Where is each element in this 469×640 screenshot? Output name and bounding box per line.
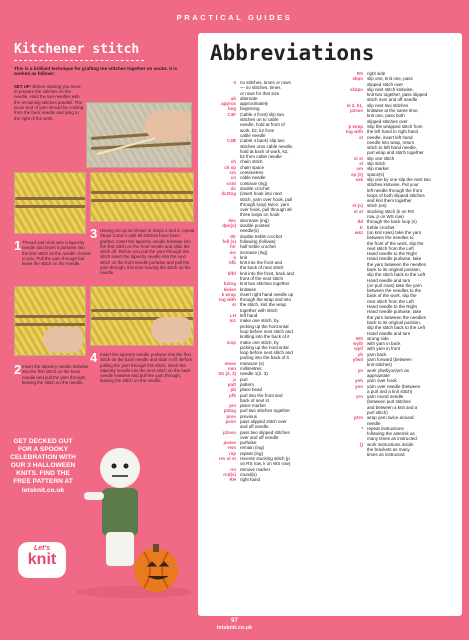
abbreviation-term: RS bbox=[356, 71, 363, 76]
abbreviation-definition: the brackets as many bbox=[367, 447, 410, 453]
abbreviation-definition: stitches knitwise. Put your bbox=[367, 182, 419, 188]
abbreviation-term: cont bbox=[226, 180, 236, 186]
abbreviation-definition: wrap yarn twice around bbox=[367, 415, 414, 421]
abbreviation-definition: no stitches, times or rows bbox=[240, 80, 291, 85]
setup-label: SET UP: bbox=[14, 83, 32, 89]
abbreviation-term: st (s) bbox=[352, 203, 363, 209]
abbreviation-definition: knit into the front, back and bbox=[240, 270, 295, 276]
abbreviation-definition: increase (ing) bbox=[240, 249, 268, 255]
abbreviation-term: dtr bbox=[230, 233, 236, 239]
abbreviation-term: 0 bbox=[233, 80, 236, 85]
abbreviation-definition: knit stitches) bbox=[367, 362, 393, 368]
abbreviation-definition: slip one by one slip the next two bbox=[367, 176, 431, 182]
abbreviation-term: tr bbox=[359, 224, 363, 230]
abbreviation-definition: the back of next stitch bbox=[240, 265, 284, 271]
abbreviation-term: yrn bbox=[355, 394, 363, 400]
toy-body bbox=[102, 488, 138, 536]
abbreviation-definition: on RS row, k on WS row) bbox=[240, 461, 291, 467]
abbreviation-term: approx bbox=[220, 101, 236, 107]
abbreviation-definition: or rows for that size bbox=[240, 90, 280, 96]
abbreviation-term: beg bbox=[227, 106, 236, 112]
abbreviation-definition: appropriate bbox=[367, 372, 390, 378]
abbreviation-definition: slip the stitch back to the Left bbox=[367, 325, 426, 331]
abbreviation-definition: stitches on to cable bbox=[240, 117, 279, 123]
abbreviations-panel bbox=[198, 33, 462, 616]
abbreviation-definition: knit two together, pass slipped bbox=[367, 92, 428, 98]
step-4-text: Insert the tapestry needle purlwise into the first stitch on the back needle and slide it off. Before pulling the yarn through this stitch, insert the tapestry needle into the next stitch on the back needle knitwise and pull the yarn through, leaving the stitch on the needle. bbox=[100, 352, 193, 384]
abbreviation-definition: place bead bbox=[240, 387, 263, 393]
abbreviation-term: pfb bbox=[229, 392, 236, 398]
abbreviation-definition: times as instructed bbox=[367, 452, 405, 458]
abbreviation-definition: stitch, yarn over hook, pull bbox=[240, 196, 293, 202]
abbreviation-term: yo bbox=[357, 367, 363, 373]
abbreviation-definition: (between purl stitches bbox=[367, 399, 411, 405]
abbreviation-definition: back to its original position, bbox=[367, 266, 422, 272]
footer-url: letsknit.co.uk bbox=[216, 625, 253, 631]
abbreviation-definition: double pointed bbox=[240, 223, 270, 229]
abbreviation-definition: half treble crochet bbox=[240, 244, 276, 250]
abbreviation-term: meas bbox=[224, 360, 236, 366]
abbreviation-term: sl 2, k1, bbox=[346, 102, 363, 108]
abbreviation-definition: alternate bbox=[240, 95, 258, 101]
abbreviation-definition: Hand needle purlwise, take bbox=[367, 309, 422, 315]
abbreviation-term: tbl bbox=[357, 219, 363, 225]
abbreviation-definition: pattern bbox=[240, 381, 255, 387]
abbreviation-definition: round(s) bbox=[240, 471, 257, 477]
abbreviation-definition: double treble crochet bbox=[240, 233, 283, 239]
abbreviation-definition: stitches onto cable needle, bbox=[240, 143, 294, 149]
page-header bbox=[0, 0, 469, 30]
abbreviation-definition: millimetres bbox=[240, 366, 262, 372]
abbreviation-term: kfbf bbox=[227, 270, 236, 276]
abbreviation-definition: knitting into the back of it bbox=[240, 334, 290, 340]
abbreviation-definition: knitwise at the same time, bbox=[367, 108, 419, 114]
abbreviation-definition: many times as instructed bbox=[367, 436, 417, 442]
abbreviation-definition: the left hand to right hand bbox=[367, 129, 419, 135]
abbreviation-term: cn bbox=[230, 175, 236, 181]
abbreviation-term: prev bbox=[226, 413, 236, 419]
abbreviations-title: Abbreviations bbox=[210, 41, 375, 65]
abbreviation-definition: with yarn in back bbox=[367, 341, 401, 347]
abbreviation-definition: place marker bbox=[240, 403, 267, 409]
abbreviation-definition: previous bbox=[240, 413, 258, 419]
abbreviation-definition: slipped stitches over bbox=[367, 118, 408, 124]
abbreviation-row bbox=[335, 452, 457, 457]
abbreviation-definition: continue (ing) bbox=[240, 180, 268, 186]
abbreviation-definition: picking up the horizontal bbox=[240, 323, 289, 329]
abbreviation-term: st bbox=[358, 134, 363, 140]
abbreviation-definition: purling into the back of it bbox=[240, 355, 289, 361]
step-2-number: 2 bbox=[14, 362, 22, 377]
step-4-photo bbox=[90, 286, 194, 346]
logo-top: Let's bbox=[33, 545, 51, 552]
abbreviation-definition: pass two slipped stitches bbox=[240, 429, 290, 435]
abbreviation-definition: yarn over needle (between bbox=[367, 383, 421, 389]
abbreviation-definition: knitwise bbox=[240, 286, 257, 292]
abbreviation-definition: yarn over hook bbox=[367, 378, 397, 384]
abbreviation-term: pm bbox=[229, 403, 236, 409]
abbreviation-definition: Slip the wrapped stitch from bbox=[367, 123, 423, 129]
abbreviation-definition: knit into the front and bbox=[240, 260, 283, 266]
abbreviation-definition: cable needle bbox=[240, 132, 266, 138]
abbreviation-definition: wrong side bbox=[367, 335, 389, 341]
abbreviation-definition: purl bbox=[240, 376, 248, 382]
abbreviation-term: m1p bbox=[226, 339, 236, 345]
abbreviation-term: st bbox=[231, 302, 236, 308]
step-3-photo bbox=[90, 172, 194, 222]
abbreviation-definition: stitch over and off needle bbox=[367, 97, 418, 103]
abbreviation-definition: right side bbox=[367, 71, 386, 76]
setup-paragraph bbox=[14, 84, 84, 121]
abbreviation-definition: between the needles to bbox=[367, 235, 414, 241]
abbreviation-definition: cable needle bbox=[240, 175, 266, 181]
abbreviation-term: WS bbox=[355, 335, 363, 341]
abbreviation-definition: insert right hand needle up bbox=[240, 291, 294, 297]
abbreviation-definition: measure (s) bbox=[240, 360, 265, 366]
step-2-photo bbox=[14, 286, 86, 356]
abbreviation-term: htr bbox=[230, 244, 236, 250]
step-1-number: 1 bbox=[14, 238, 22, 253]
abbreviation-definition: next stitch from the Left bbox=[367, 298, 414, 304]
abbreviation-term: kwise bbox=[223, 286, 236, 292]
abbreviation-definition: remain (ing) bbox=[240, 445, 265, 451]
logo-bottom: knit bbox=[27, 551, 57, 568]
abbreviation-definition: back to its original position, bbox=[367, 319, 422, 325]
abbreviation-definition: needle into wrap, return bbox=[367, 139, 415, 145]
abbreviation-definition: reverse stocking stitch (p bbox=[240, 456, 290, 462]
page-footer bbox=[0, 618, 469, 631]
abbreviation-term: yb bbox=[357, 351, 363, 357]
abbreviation-term: rnd(s) bbox=[223, 471, 236, 477]
abbreviation-term: sp (s) bbox=[350, 171, 363, 177]
abbreviation-term: wyib bbox=[352, 341, 363, 347]
abbreviation-definition: slip next two stitches bbox=[367, 102, 409, 108]
setup-text: Before starting you need to prepare the stitches on the needle. Hold the two needles with the remaining stitches parallel. The loose end of yarn should be coming from the back needle and lying to the right of the work. bbox=[14, 83, 84, 121]
abbreviation-term: mm bbox=[227, 366, 236, 372]
abbreviation-definition: slip stitch bbox=[367, 161, 386, 167]
abbreviation-definition: between the needles to the bbox=[367, 288, 422, 294]
abbreviation-term: yon bbox=[354, 383, 363, 389]
abbreviation-definition: space(s) bbox=[367, 171, 385, 177]
article-title: Kitchener stitch bbox=[14, 42, 144, 61]
abbreviation-term: tog with bbox=[218, 297, 236, 303]
pumpkin bbox=[134, 548, 178, 592]
abbreviation-term: wyif bbox=[354, 346, 363, 352]
abbreviation-definition: beginning bbox=[240, 106, 260, 112]
abbreviation-definition: purl into the front and bbox=[240, 392, 283, 398]
abbreviation-definition: over hook, pull through all bbox=[240, 207, 292, 213]
abbreviation-definition: through loop) twice, yarn bbox=[240, 201, 290, 207]
abbreviations-column-1 bbox=[206, 80, 331, 483]
abbreviation-definition: repeat instructions bbox=[367, 425, 404, 431]
abbreviation-term: dpn(s) bbox=[222, 223, 236, 229]
lets-knit-logo bbox=[18, 542, 66, 578]
abbreviation-term: patt bbox=[227, 381, 236, 387]
abbreviation-definition: back of next st bbox=[240, 397, 270, 403]
abbreviation-definition: through the back loop (s) bbox=[367, 219, 417, 225]
abbreviation-definition: through the wrap and into bbox=[240, 297, 292, 303]
abbreviation-definition: Hand needle and turn bbox=[367, 330, 411, 336]
abbreviation-term: p bbox=[233, 376, 236, 382]
abbreviation-definition: stitch to left hand needle, bbox=[367, 145, 418, 151]
abbreviation-definition: treble crochet bbox=[367, 224, 395, 230]
abbreviation-definition: the front of the work, slip the bbox=[367, 240, 424, 246]
abbreviation-definition: needle(s) bbox=[240, 228, 259, 234]
toy-shadow bbox=[76, 586, 192, 598]
abbreviation-definition: over and off needle bbox=[240, 434, 279, 440]
abbreviation-definition: and knit them together bbox=[367, 198, 412, 204]
abbreviation-definition: make one stitch, by bbox=[240, 339, 279, 345]
abbreviation-term: C4B bbox=[226, 138, 236, 144]
abbreviation-definition: (insert hook into next bbox=[240, 191, 282, 197]
abbreviation-term: k2tog bbox=[223, 281, 236, 287]
abbreviation-definition: purlwise bbox=[240, 440, 257, 446]
abbreviation-term: C4F bbox=[227, 111, 236, 117]
abbreviation-definition: purl two stitches together bbox=[240, 408, 291, 414]
abbreviation-definition: loop before next stitch and bbox=[240, 328, 293, 334]
abbreviation-term: sl st bbox=[353, 155, 363, 161]
abbreviation-definition: yarn forward (between bbox=[367, 357, 412, 363]
abbreviation-term: RH bbox=[229, 477, 236, 483]
step-4-number: 4 bbox=[90, 350, 98, 365]
abbreviation-term: sl bbox=[359, 161, 363, 167]
abbreviation-term: tog with bbox=[345, 129, 363, 135]
abbreviation-definition: hold at back of work, k2, bbox=[240, 148, 289, 154]
abbreviation-definition: and off needle bbox=[240, 424, 269, 430]
article-column bbox=[10, 42, 195, 598]
abbreviation-term: foll (s) bbox=[222, 238, 236, 244]
section-label: PRACTICAL GUIDES bbox=[176, 13, 293, 22]
step-1b-photo bbox=[14, 172, 86, 234]
abbreviation-row bbox=[206, 477, 331, 482]
abbreviation-definition: double crochet bbox=[240, 185, 270, 191]
abbreviation-term: rem bbox=[227, 445, 236, 451]
abbreviation-definition: following the asterisk as bbox=[367, 431, 415, 437]
abbreviation-definition: knit two stitches together bbox=[240, 281, 290, 287]
abbreviation-definition: following (follows) bbox=[240, 238, 276, 244]
page-number: 97 bbox=[231, 618, 238, 624]
toy-head bbox=[100, 448, 140, 488]
abbreviation-definition: chain space bbox=[240, 164, 265, 170]
abbreviation-term: dc2tog bbox=[221, 191, 236, 197]
step-1-text: Thread yarn end onto a tapestry needle and insert it purlwise into the first stitch on the needle closest to you. Pull the yarn through but leave the stitch on the needle. bbox=[22, 240, 91, 267]
abbreviation-definition: needle, hold at front of bbox=[240, 122, 285, 128]
abbreviation-definition: stocking stitch (k on RS bbox=[367, 208, 415, 214]
abbreviation-definition: the stitch, knit the wrap bbox=[240, 302, 287, 308]
abbreviation-term: () bbox=[360, 441, 363, 447]
abbreviation-term: rev st st bbox=[218, 456, 236, 462]
abbreviation-definition: left needle through the front bbox=[367, 187, 423, 193]
abbreviation-term: yoh bbox=[354, 378, 363, 384]
abbreviation-term: inc bbox=[229, 249, 236, 255]
toy-legs bbox=[106, 532, 134, 566]
toy-arm bbox=[84, 492, 104, 500]
abbreviation-definition: right hand bbox=[240, 477, 261, 483]
abbreviation-definition: (on knit rows) take the yarn bbox=[367, 229, 422, 235]
promo-link[interactable]: letsknit.co.uk bbox=[21, 487, 65, 494]
abbreviation-term: rep bbox=[228, 450, 236, 456]
halloween-toys-image bbox=[74, 432, 194, 600]
step-3-number: 3 bbox=[90, 226, 98, 241]
abbreviation-definition: Hand needle to the Right bbox=[367, 251, 417, 257]
abbreviation-term: * bbox=[361, 425, 363, 431]
abbreviation-definition: slip marker bbox=[367, 166, 390, 172]
abbreviation-term: p2sso bbox=[349, 108, 363, 114]
abbreviation-term: k wrap bbox=[221, 291, 236, 297]
abbreviation-definition: (on purl rows) take the yarn bbox=[367, 282, 422, 288]
abbreviation-term: k bbox=[233, 254, 236, 260]
step-1-photo bbox=[86, 102, 192, 168]
abbreviation-definition: picking up the horizontal bbox=[240, 344, 289, 350]
abbreviation-term: cm bbox=[229, 170, 236, 176]
abbreviation-definition: (cable 4 back) slip two bbox=[240, 138, 285, 144]
abbreviation-term: LH bbox=[230, 313, 236, 319]
abbreviation-definition: centimetres bbox=[240, 170, 264, 176]
abbreviation-definition: back of the work, slip the bbox=[367, 293, 417, 299]
abbreviation-definition: work instructions inside bbox=[367, 441, 414, 447]
toy-eye-left bbox=[112, 464, 117, 469]
abbreviation-definition: knit one, pass both bbox=[367, 113, 405, 119]
abbreviation-term: sm bbox=[356, 166, 363, 172]
abbreviation-term: psso bbox=[225, 419, 236, 424]
abbreviation-term: m1 bbox=[229, 318, 236, 324]
abbreviation-term: pb bbox=[230, 387, 236, 393]
abbreviation-term: pwise bbox=[223, 440, 236, 446]
abbreviation-term: ch sp bbox=[224, 164, 236, 170]
abbreviation-definition: purl wrap and stitch together bbox=[367, 150, 424, 156]
abbreviation-definition: loops of both slipped stitches bbox=[367, 192, 425, 198]
abbreviation-term: st st bbox=[353, 208, 363, 214]
abbreviation-definition: loop before next stitch and bbox=[240, 350, 293, 356]
promo-text bbox=[8, 438, 78, 495]
abbreviation-term: kfb bbox=[229, 260, 236, 266]
abbreviation-term: y2rn bbox=[353, 415, 363, 421]
toy-eye-right bbox=[124, 464, 129, 469]
abbreviation-term: w&t bbox=[354, 229, 363, 235]
abbreviation-definition: front of the next stitch bbox=[240, 275, 284, 281]
abbreviation-definition: chain stitch bbox=[240, 159, 263, 165]
abbreviation-term: dec bbox=[228, 217, 236, 223]
abbreviation-definition: the yarn between the needles bbox=[367, 261, 427, 267]
abbreviation-definition: needle, insert left hand bbox=[367, 134, 413, 140]
abbreviation-definition: knit bbox=[240, 254, 248, 260]
abbreviation-term: rm bbox=[230, 466, 236, 472]
abbreviation-definition: (cable 4 front) slip two bbox=[240, 111, 285, 117]
article-intro: This is a brilliant technique for grafting toe stitches together on socks. It is worked as follows: bbox=[14, 66, 178, 77]
abbreviation-definition: yarn round needle bbox=[367, 394, 404, 400]
abbreviation-definition: next stitch from the Left bbox=[367, 245, 414, 251]
abbreviation-definition: work, k2, k2 from bbox=[240, 127, 275, 133]
abbreviation-definition: pass slipped stitch over bbox=[240, 419, 287, 424]
abbreviation-definition: Hand needle purlwise, take bbox=[367, 256, 422, 262]
abbreviation-definition: make one stitch, by bbox=[240, 318, 279, 324]
abbreviation-term: p2sso bbox=[222, 429, 236, 435]
abbreviation-term bbox=[335, 452, 367, 457]
abbreviation-definition: with yarn in front bbox=[367, 346, 401, 352]
promo-body: GET DECKED OUT FOR A SPOOKY CELEBRATION WITH OUR 3 HALLOWEEN KNITS. FIND THE FREE PATTERN AT bbox=[10, 438, 76, 485]
abbreviation-definition: three loops on hook bbox=[240, 212, 280, 218]
abbreviation-term: N1 (2, 3) bbox=[218, 371, 236, 377]
abbreviations-column-2 bbox=[335, 71, 457, 458]
abbreviation-definition: row, p on WS row) bbox=[367, 214, 404, 220]
abbreviation-definition: needle bbox=[367, 420, 381, 426]
abbreviation-definition: work yfwd/yon/yrn as bbox=[367, 367, 410, 373]
abbreviation-term: alt bbox=[230, 95, 236, 101]
abbreviation-definition: approximately bbox=[240, 101, 269, 107]
abbreviation-term: p2tog bbox=[223, 408, 236, 414]
step-3-text: Having set up as shown in Steps 1 and 2, repeat Steps 3 and 4 until all stitches have been grafted. Insert the tapestry needle knitwise into the first stitch on the front needle and slide the stitch off. Before you pull the yarn through this stitch insert the tapestry needle into the next stitch on the front needle purlwise and pull the yarn through, this time leaving the stitch on the needle. bbox=[100, 228, 195, 276]
abbreviation-definition: a purl and a knit stitch) bbox=[367, 388, 413, 394]
abbreviation-definition: left hand bbox=[240, 313, 258, 319]
abbreviation-definition: and between a knit and a bbox=[367, 404, 418, 410]
abbreviation-definition: needle 1(2, 3) bbox=[240, 371, 268, 377]
abbreviation-definition: — no stitches, times bbox=[240, 85, 281, 91]
abbreviation-definition: decrease (ing) bbox=[240, 217, 269, 223]
abbreviation-term: skpo bbox=[352, 76, 363, 82]
abbreviation-definition: remove marker bbox=[240, 466, 271, 472]
abbreviation-definition: slip one stitch bbox=[367, 155, 395, 161]
abbreviation-definition: slip one, knit one, pass bbox=[367, 76, 413, 82]
abbreviation-definition: the yarn between the needles bbox=[367, 314, 427, 320]
abbreviation-definition: Hand needle to the Right bbox=[367, 304, 417, 310]
abbreviation-term: dc bbox=[230, 185, 236, 191]
abbreviation-definition: stitch (es) bbox=[367, 203, 387, 209]
abbreviation-definition: yarn back bbox=[367, 351, 387, 357]
abbreviation-definition: purl stitch) bbox=[367, 410, 388, 415]
abbreviation-term: ch bbox=[230, 159, 236, 165]
abbreviation-term: sk2po bbox=[349, 86, 363, 92]
abbreviation-term: yfwd bbox=[352, 357, 363, 363]
step-2-text: Insert the tapestry needle knitwise into the first stitch on the back needle and pull the yarn through, leaving the stitch on the needle. bbox=[22, 364, 89, 385]
abbreviation-definition: repeat (ing) bbox=[240, 450, 264, 456]
abbreviation-term: p wrap bbox=[348, 123, 363, 129]
abbreviation-definition: slip the stitch back to the Left bbox=[367, 272, 426, 278]
abbreviation-definition: slipped stitch over bbox=[367, 81, 404, 87]
abbreviation-definition: k2 from cable needle bbox=[240, 154, 282, 160]
abbreviation-term: ssk bbox=[355, 176, 363, 182]
abbreviation-definition: slip next stitch knitwise, bbox=[367, 86, 414, 92]
abbreviation-definition: Hand needle and turn bbox=[367, 277, 411, 283]
abbreviation-definition: together with stitch bbox=[240, 307, 278, 313]
pumpkin-stem bbox=[153, 544, 159, 552]
